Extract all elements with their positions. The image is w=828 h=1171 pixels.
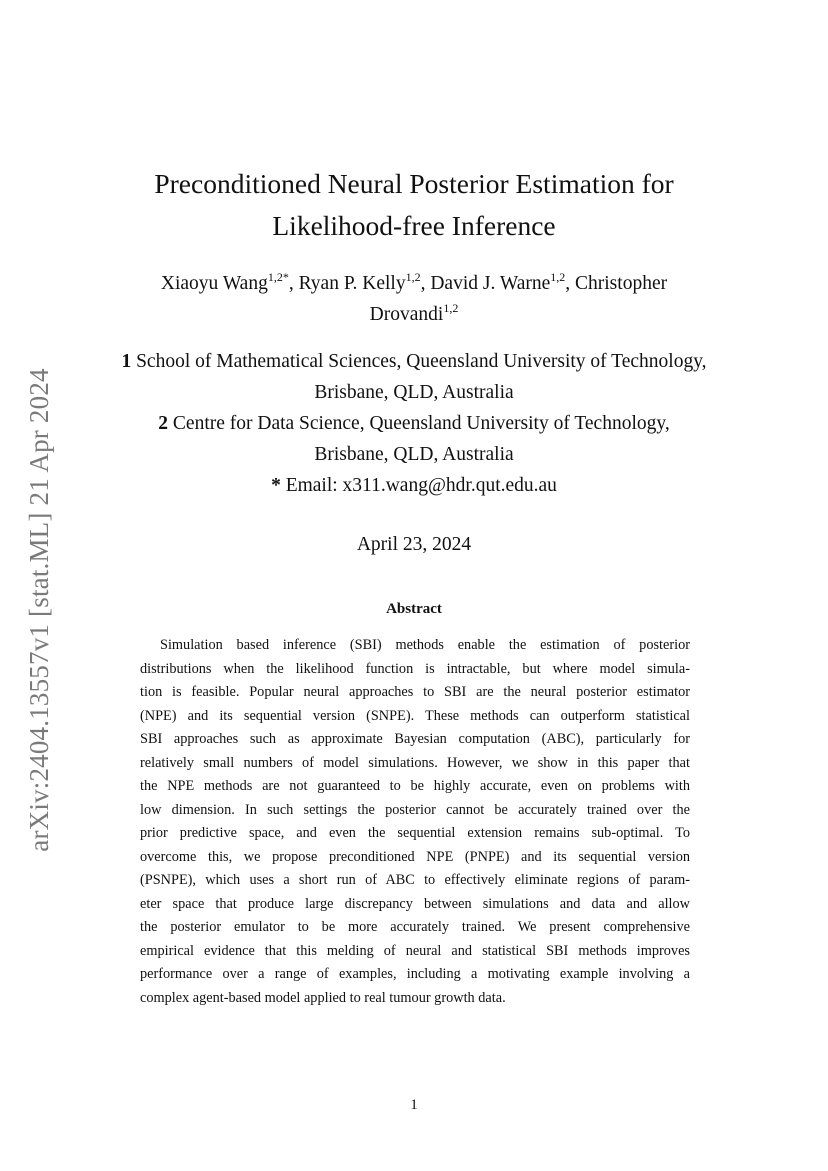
affiliation-marker: 2 bbox=[158, 413, 169, 434]
title-line-1: Preconditioned Neural Posterior Estimation for bbox=[154, 168, 674, 199]
author-separator: , bbox=[420, 273, 431, 294]
affiliation-text: School of Mathematical Sciences, Queensland University of Technology, bbox=[131, 351, 707, 372]
abstract-text bbox=[140, 634, 690, 1010]
author-name: Ryan P. Kelly bbox=[298, 273, 406, 294]
abstract-heading: Abstract bbox=[386, 601, 442, 617]
abstract-line: relatively small numbers of model simulations. However, we show in this paper that bbox=[140, 754, 690, 771]
author-name: Xiaoyu Wang bbox=[160, 273, 268, 294]
affiliation-2 bbox=[70, 408, 758, 439]
abstract-line: Simulation based inference (SBI) methods enable the estimation of posterior bbox=[160, 637, 690, 653]
abstract-line: (NPE) and its sequential version (SNPE). These methods can outperform statistical bbox=[140, 707, 690, 724]
arxiv-identifier-stamp[interactable]: arXiv:2404.13557v1 [stat.ML] 21 Apr 2024 bbox=[24, 368, 54, 852]
author-affiliation-marker: 1,2* bbox=[267, 270, 289, 284]
author-name: Drovandi bbox=[369, 304, 444, 325]
affiliation-marker: 1 bbox=[121, 351, 132, 372]
abstract-line: the NPE methods are not guaranteed to be highly accurate, even on problems with bbox=[140, 778, 690, 794]
author-affiliation-marker: 1,2 bbox=[405, 270, 421, 284]
author-list bbox=[110, 268, 718, 330]
affiliation-list bbox=[70, 346, 758, 501]
affiliation-2-location: Brisbane, QLD, Australia bbox=[314, 444, 514, 465]
abstract-line: eter space that produce large discrepancy between simulations and data and allow bbox=[140, 895, 690, 912]
abstract-line: complex agent-based model applied to real tumour growth data. bbox=[140, 989, 506, 1006]
abstract-line: distributions when the likelihood function is intractable, but where model simula- bbox=[140, 660, 690, 677]
abstract-line: low dimension. In such settings the posterior cannot be accurately trained over the bbox=[140, 801, 690, 818]
email-marker: * bbox=[271, 475, 281, 496]
affiliation-1-location: Brisbane, QLD, Australia bbox=[314, 382, 514, 403]
abstract-line: the posterior emulator to be more accurately trained. We present comprehensive bbox=[140, 919, 690, 935]
author-separator: , Christopher bbox=[565, 273, 668, 294]
abstract-line: performance over a range of examples, including a motivating example involving a bbox=[140, 966, 690, 982]
author-affiliation-marker: 1,2 bbox=[443, 301, 459, 315]
abstract-line: prior predictive space, and even the sequential extension remains sub-optimal. To bbox=[140, 825, 690, 841]
affiliation-1 bbox=[70, 346, 758, 377]
email-text[interactable]: Email: x311.wang@hdr.qut.edu.au bbox=[280, 475, 557, 496]
page-number: 1 bbox=[410, 1097, 418, 1113]
affiliation-text: Centre for Data Science, Queensland University of Technology, bbox=[168, 413, 670, 434]
author-name: David J. Warne bbox=[430, 273, 551, 294]
abstract-line: tion is feasible. Popular neural approaches to SBI are the neural posterior estimator bbox=[140, 684, 690, 700]
abstract-line: (PSNPE), which uses a short run of ABC to effectively eliminate regions of param- bbox=[140, 872, 690, 888]
title-line-2: Likelihood-free Inference bbox=[272, 210, 556, 241]
abstract-line: empirical evidence that this melding of neural and statistical SBI methods improves bbox=[140, 942, 690, 959]
corresponding-email bbox=[70, 470, 758, 501]
author-separator: , bbox=[288, 273, 299, 294]
abstract-line: SBI approaches such as approximate Bayesian computation (ABC), particularly for bbox=[140, 731, 690, 747]
paper-date: April 23, 2024 bbox=[356, 534, 472, 555]
abstract-line: overcome this, we propose preconditioned NPE (PNPE) and its sequential version bbox=[140, 848, 690, 865]
paper-title bbox=[100, 163, 728, 247]
author-affiliation-marker: 1,2 bbox=[550, 270, 566, 284]
